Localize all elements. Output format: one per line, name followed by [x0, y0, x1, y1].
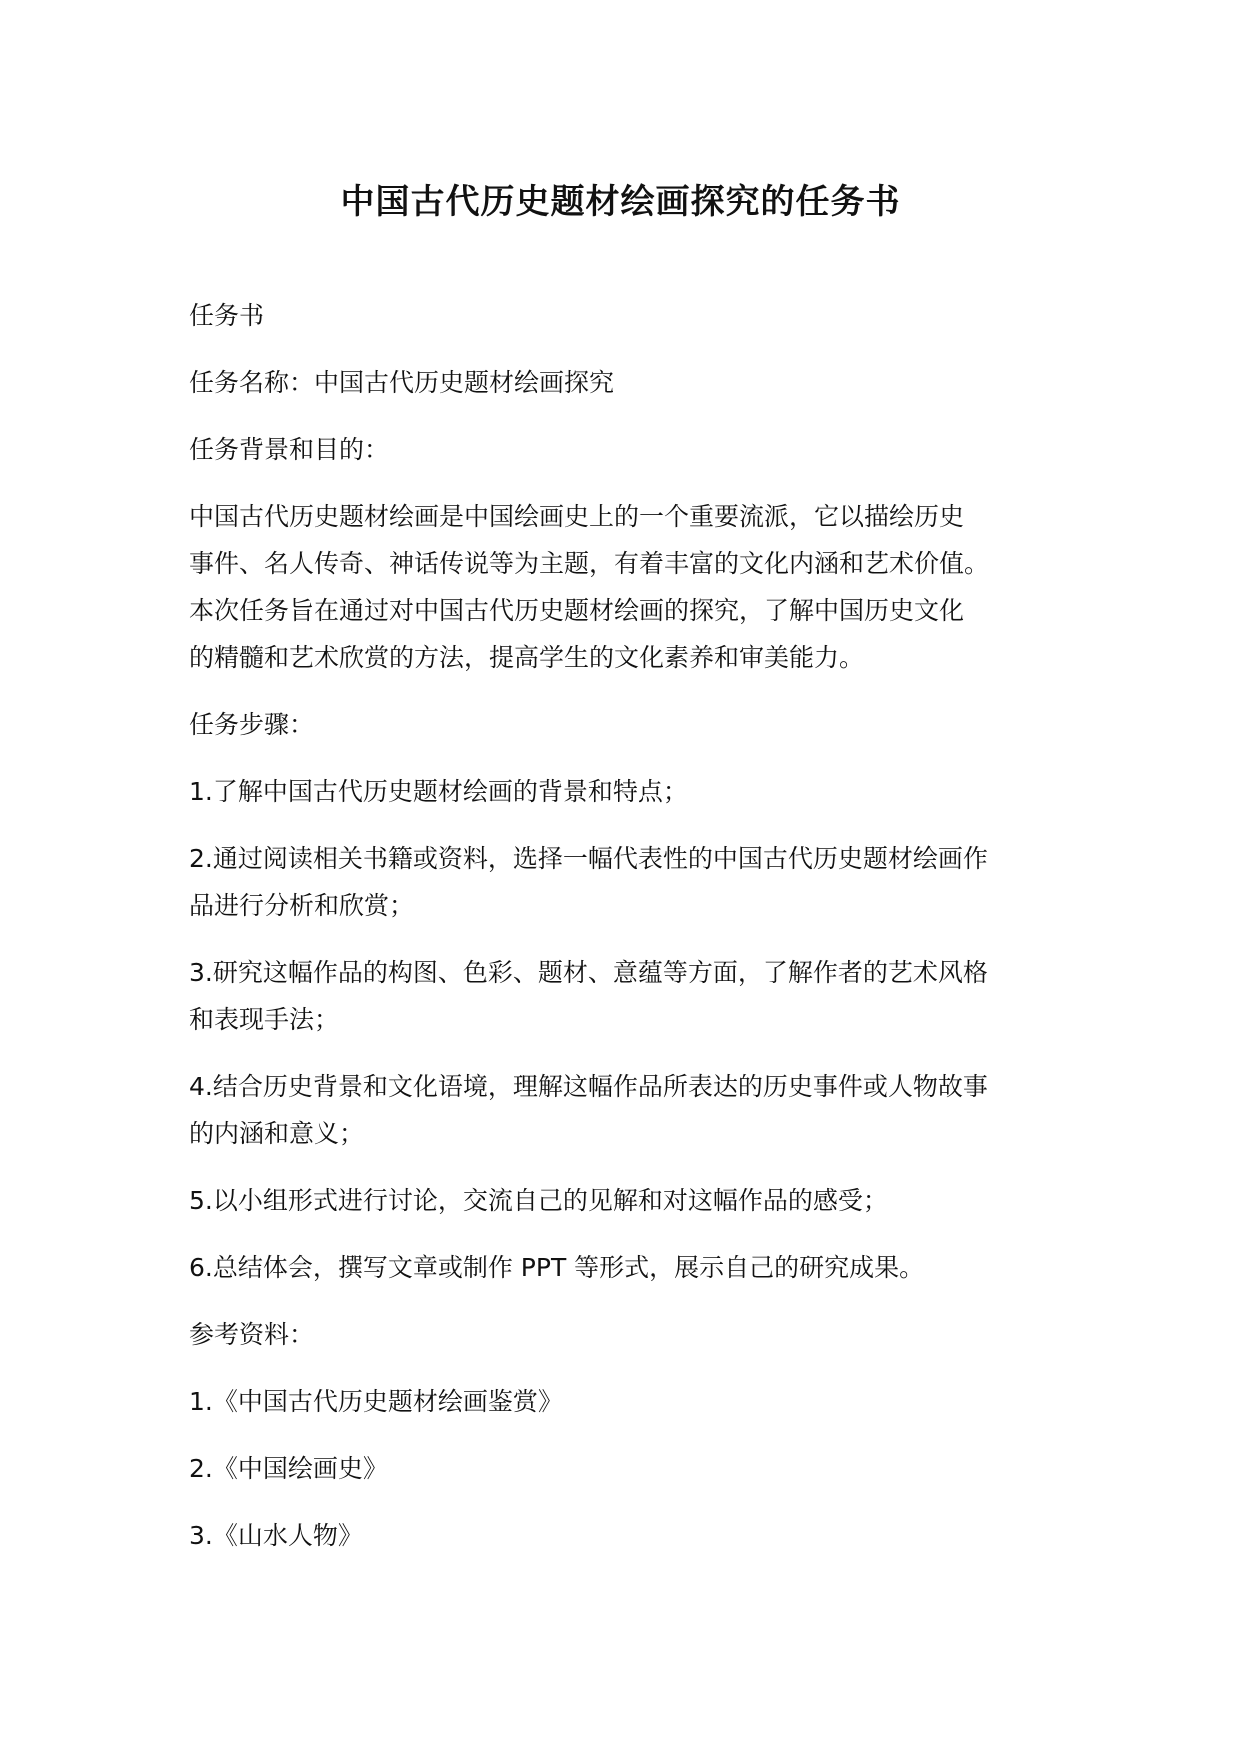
step-item: 1.了解中国古代历史题材绘画的背景和特点； — [189, 777, 688, 806]
heading-task-book: 任务书 — [189, 301, 265, 330]
document-title: 中国古代历史题材绘画探究的任务书 — [340, 182, 901, 222]
step-item: 5.以小组形式进行讨论，交流自己的见解和对这幅作品的感受； — [189, 1186, 888, 1215]
step-item: 2.通过阅读相关书籍或资料，选择一幅代表性的中国古代历史题材绘画作 品进行分析和欣赏； — [189, 844, 988, 920]
step-item: 6.总结体会，撰写文章或制作 PPT 等形式，展示自己的研究成果。 — [189, 1253, 925, 1282]
task-name: 任务名称：中国古代历史题材绘画探究 — [189, 368, 615, 397]
background-text: 中国古代历史题材绘画是中国绘画史上的一个重要流派，它以描绘历史 事件、名人传奇、神话传说等为主题，有着丰富的文化内涵和艺术价值。 本次任务旨在通过对中国古代历史题材绘画的探究，了解中国历史文化 的精髓和艺术欣赏的方法，提高学生的文化素养和审美能力。 — [189, 502, 990, 672]
reference-item: 3.《山水人物》 — [189, 1521, 363, 1550]
reference-item: 1.《中国古代历史题材绘画鉴赏》 — [189, 1387, 563, 1416]
steps-heading: 任务步骤： — [189, 710, 315, 739]
background-heading: 任务背景和目的： — [189, 435, 390, 464]
references-heading: 参考资料： — [189, 1320, 315, 1349]
step-item: 4.结合历史背景和文化语境，理解这幅作品所表达的历史事件或人物故事 的内涵和意义； — [189, 1072, 988, 1148]
reference-item: 2.《中国绘画史》 — [189, 1454, 388, 1483]
document-body — [189, 292, 1089, 1579]
step-item: 3.研究这幅作品的构图、色彩、题材、意蕴等方面，了解作者的艺术风格 和表现手法； — [189, 958, 988, 1034]
